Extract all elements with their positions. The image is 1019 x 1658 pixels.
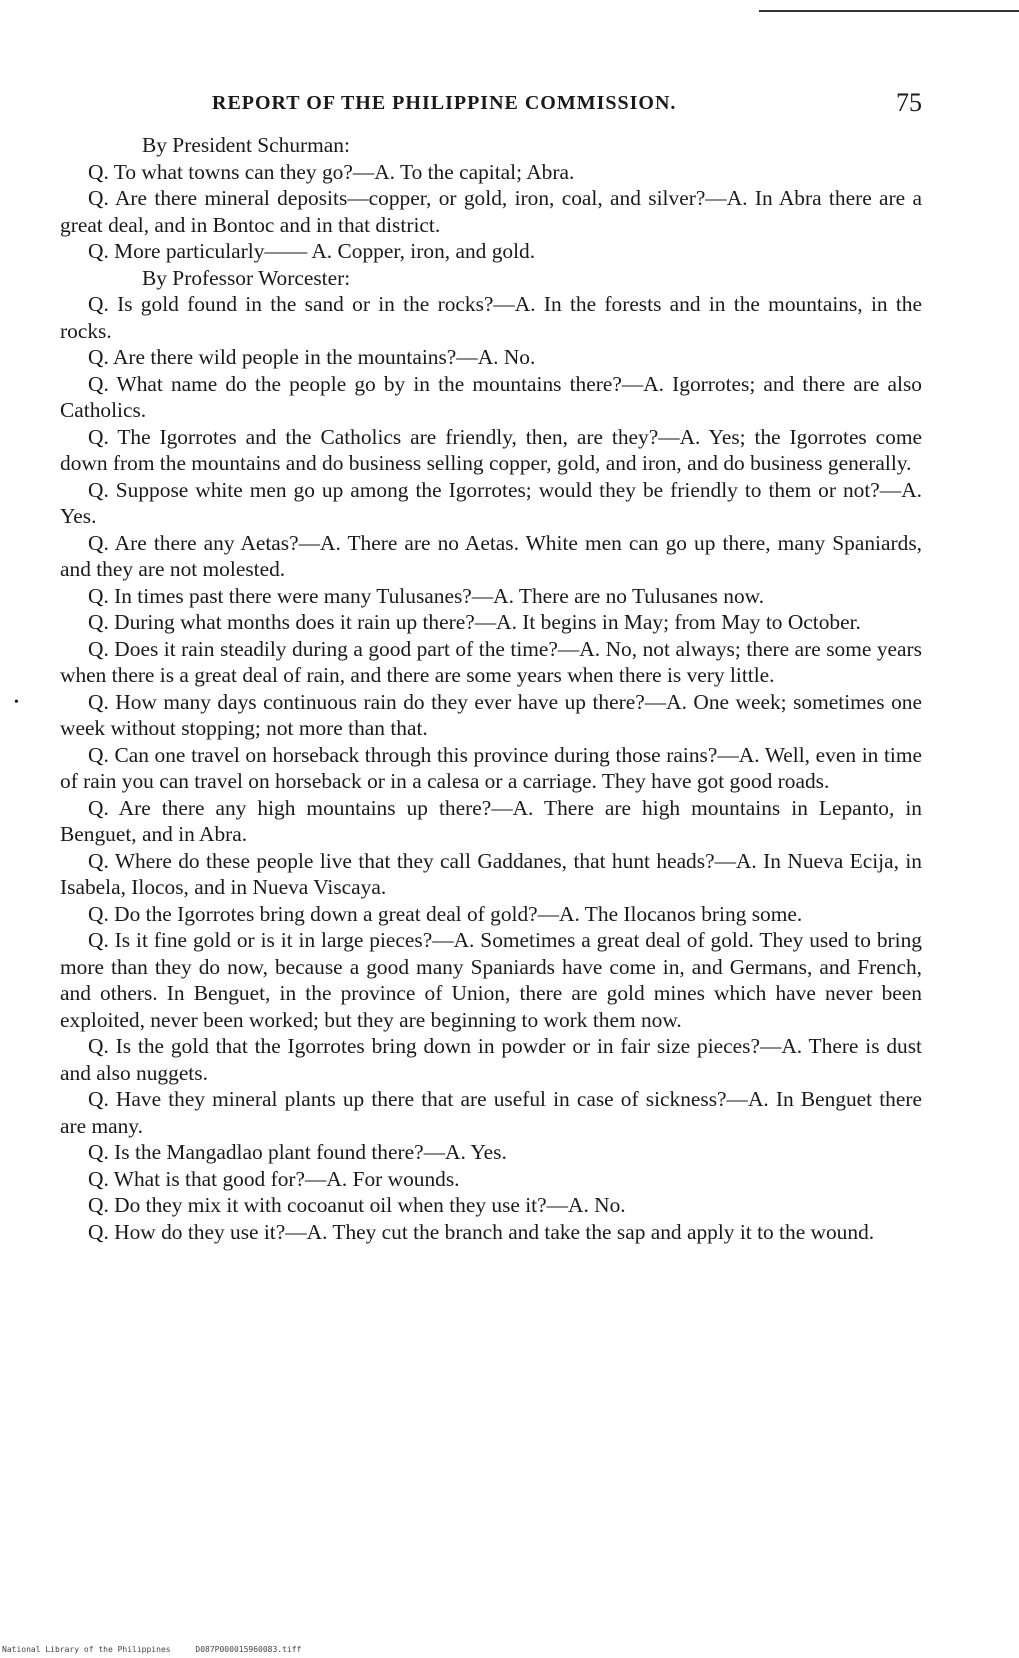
qa-paragraph: Q. How many days continuous rain do they ever have up there?—A. One week; sometimes one week without stopping; not more than that. bbox=[60, 689, 922, 740]
qa-paragraph: Q. The Igorrotes and the Catholics are friendly, then, are they?—A. Yes; the Igorrotes come down from the mountains and do business selling copper, gold, and iron, and do business generally. bbox=[60, 424, 922, 475]
margin-mark: • bbox=[14, 695, 19, 710]
qa-paragraph: Q. Do the Igorrotes bring down a great deal of gold?—A. The Ilocanos bring some. bbox=[88, 901, 803, 926]
qa-paragraph: Q. What is that good for?—A. For wounds. bbox=[88, 1166, 460, 1191]
footer-library: National Library of the Philippines bbox=[2, 1645, 171, 1654]
qa-paragraph: Q. How do they use it?—A. They cut the branch and take the sap and apply it to the wound. bbox=[88, 1219, 875, 1244]
qa-paragraph: Q. During what months does it rain up there?—A. It begins in May; from May to October. bbox=[88, 610, 861, 634]
qa-paragraph: Q. Can one travel on horseback through this province during those rains?—A. Well, even in time of rain you can travel on horseback or in a calesa or a carriage. They have got good roads. bbox=[60, 742, 922, 793]
qa-paragraph: Q. Is the gold that the Igorrotes bring down in powder or in fair size pieces?—A. There is dust and also nuggets. bbox=[60, 1034, 922, 1085]
qa-paragraph: Q. Have they mineral plants up there that are useful in case of sickness?—A. In Benguet there are many. bbox=[60, 1087, 922, 1138]
qa-paragraph: Q. Are there wild people in the mountains?—A. No. bbox=[88, 345, 536, 369]
qa-paragraph: Q. To what towns can they go?—A. To the capital; Abra. bbox=[88, 159, 575, 184]
speaker-heading: By Professor Worcester: bbox=[142, 265, 351, 290]
page-header bbox=[62, 88, 922, 128]
page-number: 75 bbox=[896, 88, 922, 117]
qa-paragraph: Q. Is it fine gold or is it in large pieces?—A. Sometimes a great deal of gold. They used to bring more than they do now, because a good many Spaniards have come in, and Germans, and French, and others. In Benguet, in the province of Union, there are gold mines which have never been exploited, never been worked; but they are beginning to work them now. bbox=[60, 928, 922, 1032]
speaker-heading: By President Schurman: bbox=[142, 133, 350, 157]
qa-paragraph: Q. What name do the people go by in the mountains there?—A. Igorrotes; and there are also Catholics. bbox=[60, 371, 922, 422]
qa-paragraph: Q. More particularly—— A. Copper, iron, and gold. bbox=[88, 239, 536, 263]
page-footer bbox=[2, 1645, 321, 1654]
qa-paragraph: Q. In times past there were many Tulusanes?—A. There are no Tulusanes now. bbox=[88, 583, 765, 608]
qa-paragraph: Q. Are there any Aetas?—A. There are no Aetas. White men can go up there, many Spaniards, and they are not molested. bbox=[60, 530, 922, 581]
qa-paragraph: Q. Suppose white men go up among the Igorrotes; would they be friendly to them or not?—A. Yes. bbox=[60, 477, 922, 528]
qa-paragraph: Q. Is the Mangadlao plant found there?—A. Yes. bbox=[88, 1140, 507, 1164]
qa-paragraph: Q. Do they mix it with cocoanut oil when they use it?—A. No. bbox=[88, 1193, 626, 1217]
qa-paragraph: Q. Are there mineral deposits—copper, or gold, iron, coal, and silver?—A. In Abra there are a great deal, and in Bontoc and in that district. bbox=[60, 186, 922, 237]
footer-file: D087P000015960083.tiff bbox=[195, 1645, 302, 1654]
qa-paragraph: Q. Are there any high mountains up there?—A. There are high mountains in Lepanto, in Benguet, and in Abra. bbox=[60, 795, 922, 846]
body-text bbox=[60, 132, 922, 1245]
qa-paragraph: Q. Where do these people live that they call Gaddanes, that hunt heads?—A. In Nueva Ecija, in Isabela, Ilocos, and in Nueva Viscaya. bbox=[60, 848, 922, 899]
qa-paragraph: Q. Does it rain steadily during a good part of the time?—A. No, not always; there are some years when there is a great deal of rain, and there are some years when there is very little. bbox=[60, 636, 922, 687]
running-title: REPORT OF THE PHILIPPINE COMMISSION. bbox=[212, 92, 677, 114]
scan-edge-line bbox=[759, 0, 1019, 12]
qa-paragraph: Q. Is gold found in the sand or in the rocks?—A. In the forests and in the mountains, in the rocks. bbox=[60, 292, 922, 343]
